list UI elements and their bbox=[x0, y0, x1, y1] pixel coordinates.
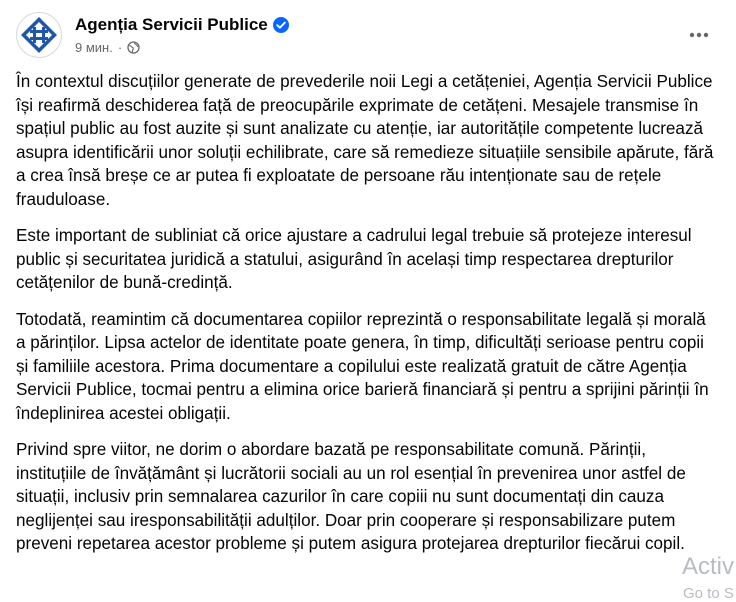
post-paragraph-3: Totodată, reamintim că documentarea copiilor reprezintă o responsabilitate legală și morală a părinților. Lipsa actelor de identitate poate genera, în timp, dificultăți serioase pentru copii și familiile acestora. Prima documentare a copilului este realizată gratuit de către Agenția Servicii Publice, tocmai pentru a elimina orice barieră financiară și pentru a sprijini părinții în îndeplinirea acestei obligații. bbox=[16, 309, 709, 423]
post-meta bbox=[75, 40, 140, 55]
post-header bbox=[16, 12, 720, 62]
post-timestamp[interactable]: 9 мин. bbox=[75, 40, 113, 55]
post-paragraph-2: Este important de subliniat că orice ajustare a cadrului legal trebuie să protejeze interesul public și securitatea juridică a statului, asigurând în același timp respectarea drepturilor cetățenilor de bună-credință. bbox=[16, 226, 692, 292]
page-name-text[interactable]: Agenția Servicii Publice bbox=[75, 15, 268, 34]
globe-icon[interactable] bbox=[127, 41, 140, 54]
post-paragraph-1: În contextul discuțiilor generate de prevederile noii Legi a cetățeniei, Agenția Servicii Publice își reafirmă deschiderea față de preocupările exprimate de cetățeni. Mesajele transmise în spațiul public au fost auzite și sunt analizate cu atenție, iar autoritățile competente lucrează asupra identificării unor soluții echilibrate, care să remedieze situațiile sensibile apărute, fără a crea însă breșe ce ar putea fi exploatate de persoane rău intenționate sau de rețele frauduloase. bbox=[16, 72, 714, 209]
verified-badge-icon bbox=[273, 17, 289, 33]
page-name[interactable] bbox=[75, 15, 289, 35]
more-options-button[interactable] bbox=[682, 18, 716, 52]
post-paragraph-4: Privind spre viitor, ne dorim o abordare bazată pe responsabilitate comună. Părinții, instituțiile de învățământ și lucrătorii sociali au un rol esențial în prevenirea unor astfel de situații, inclusiv prin semnalarea cazurilor în care copiii nu sunt documentați din cauza neglijenței sau iresponsabilității adulților. Doar prin cooperare și responsabilizare putem preveni repetarea acestor probleme și putem asigura protejarea drepturilor fiecărui copil. bbox=[16, 440, 686, 553]
activate-windows-title: Activ bbox=[682, 553, 735, 580]
meta-separator: · bbox=[117, 40, 123, 55]
more-options-icon bbox=[689, 32, 709, 38]
activate-windows-subtitle: Go to S bbox=[683, 585, 734, 602]
post-body bbox=[16, 70, 716, 569]
asp-logo-icon bbox=[17, 13, 61, 57]
page-avatar[interactable] bbox=[16, 12, 62, 58]
